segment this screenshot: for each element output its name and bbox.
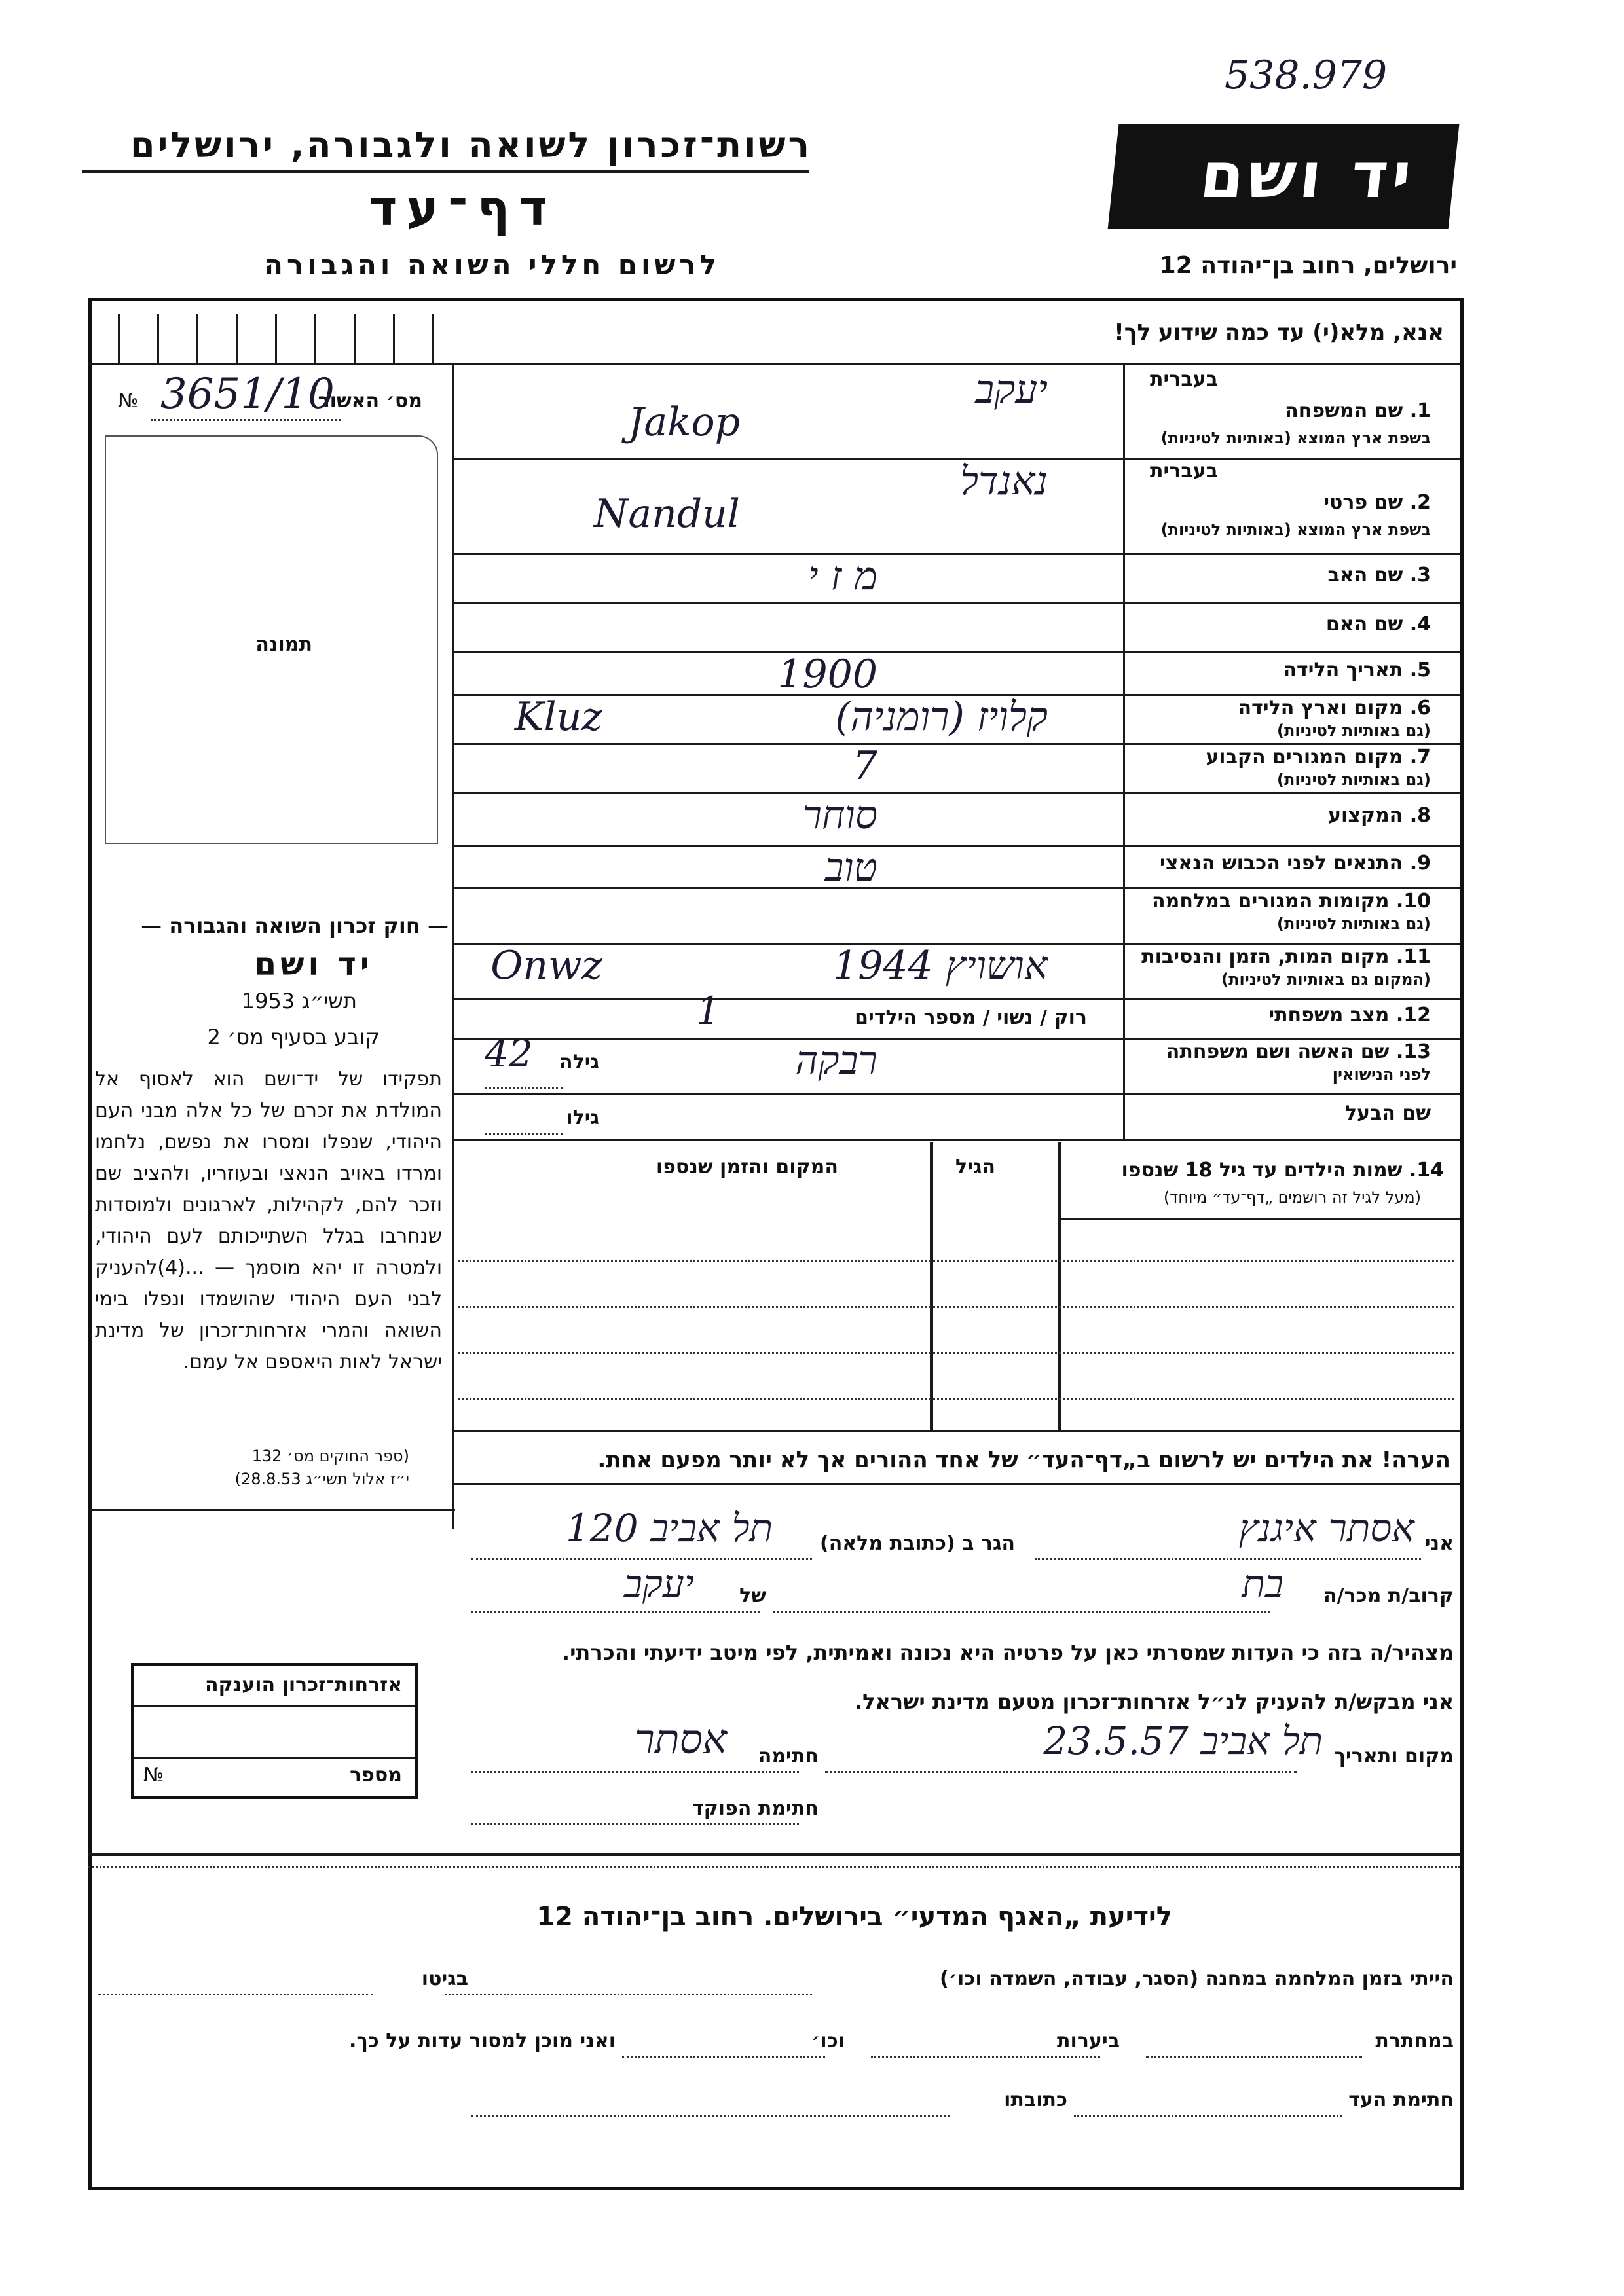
field-value: קלויז (רומניה) (835, 694, 1048, 740)
field-sublabel: (גם באותיות לטיניות) (1277, 771, 1431, 789)
field-row (1126, 1038, 1454, 1093)
field-row (1126, 602, 1454, 651)
bottom-witness-signature: חתימת העד (1348, 2088, 1454, 2111)
law-year: תשי״ג 1953 (241, 989, 357, 1013)
field-sublabel: (המקום גם באותיות לטיניות) (1221, 970, 1431, 989)
field-value-latin: Jakop (628, 399, 740, 445)
law-clause: קובע בסעיף מס׳ 2 (207, 1025, 380, 1049)
citizenship-box (131, 1663, 418, 1799)
top-instruction: אנא, מלא(י) עד כמה שידוע לך! (1114, 319, 1444, 346)
approval-number: 3651/10 (160, 370, 335, 418)
photo-label: תמונה (255, 633, 312, 656)
address: ירושלים, רחוב בן־יהודה 12 (1159, 252, 1457, 279)
bottom-ghetto: בגיטו (421, 1967, 468, 1990)
signature-value: אסתר (635, 1715, 727, 1763)
citizenship-number-prefix: № (143, 1764, 164, 1787)
children-count: 1 (696, 989, 720, 1033)
field-label: 5. תאריך הלידה (1283, 658, 1431, 682)
field-label: 4. שם האם (1325, 612, 1431, 636)
field-row (1126, 887, 1454, 943)
field-label: 2. שם פרטי (1323, 491, 1431, 514)
decl-relation-label: קרוב/ת מכר/ה (1323, 1584, 1454, 1607)
decl-relation: בת (1242, 1561, 1283, 1606)
signature-label: חתימה (758, 1745, 819, 1768)
bottom-address: כתובתו (1004, 2088, 1067, 2111)
field-value: רבקה (795, 1038, 877, 1084)
marital-status-options: רוק / נשוי / מספר הילדים (855, 1006, 1087, 1029)
field-row (1126, 367, 1454, 458)
decl-line4: אני מבקש/ת להעניק לנ״ל אזרחות־זכרון מטעם מדינת ישראל. (855, 1689, 1454, 1714)
field-row (1126, 1093, 1454, 1139)
field-value: מ ז י (807, 553, 877, 599)
law-source-2: י״ז אלול תשי״ג 28.8.53) (234, 1470, 409, 1488)
law-source-1: (ספר החוקים מס׳ 132 (251, 1447, 409, 1465)
photo-area (105, 435, 438, 844)
field-lang: בעברית (1150, 368, 1218, 391)
decl-of: של (739, 1584, 766, 1607)
field-sublabel: בשפת ארץ המוצא (באותיות לטיניות) (1160, 429, 1431, 447)
field-label: 1. שם המשפחה (1285, 399, 1431, 422)
law-body: תפקידו של יד־ושם הוא לאסוף אל המולדת את זכרם של כל אלה מבני העם היהודי, שנפלו ומסרו את נפשם, נלחמו ומרדו באויב הנאצי ובעוזריו, ולהציב שם וזכר להם, לקהילות, לארגונים ולמוסדות שנחרבו בגלל השתייכותם לעם היהודי, ולמטרה זו יהא מוסמך — ...(4)להעניק לבני העם היהודי שהושמדו ונפלו בימי השואה והמרי אזרחות־זכרון של מדינת ישראל לאות היאספם אל עמם. (95, 1068, 442, 1374)
decl-address: תל אביב 120 (565, 1506, 773, 1550)
field-label: 11. מקום המות, הזמן והנסיבות (1141, 945, 1431, 968)
field-sublabel: בשפת ארץ המוצא (באותיות לטיניות) (1160, 520, 1431, 539)
field-value: אושויץ 1944 (833, 943, 1048, 989)
field-value-latin: Onwz (490, 943, 602, 989)
field-label: 8. המקצוע (1328, 804, 1431, 827)
decl-name: אסתר איגנץ (1238, 1506, 1414, 1550)
children-subtitle: (מעל לגיל זה רושמים „דף־עד״ מיוחד) (1163, 1188, 1421, 1207)
official-label: חתימת הפוקד (692, 1797, 819, 1820)
field-label: 13. שם האשה ושם משפחתה (1166, 1040, 1431, 1063)
decl-line3: מצהיר/ה בזה כי העדות שמסרתי כאן על פרטיה היא נכונה ואמיתית, לפי מיטב ידיעתי והכרתי. (561, 1640, 1454, 1665)
bottom-camp: הייתי בזמן המלחמה במחנה (הסגר, עבודה, השמדה וכו׳) (940, 1967, 1454, 1990)
form-title: דף־עד (369, 180, 557, 236)
field-row (1126, 553, 1454, 602)
age-label: גילה (559, 1051, 599, 1074)
approval-number-prefix: № (118, 390, 139, 412)
field-label: 12. מצב משפחתי (1268, 1004, 1431, 1027)
children-col-age: הגיל (955, 1156, 995, 1178)
field-row (1126, 845, 1454, 887)
bottom-etc: וכו׳ (811, 2030, 845, 2052)
place-date-value: תל אביב 23.5.57 (1043, 1719, 1323, 1763)
field-row (1126, 943, 1454, 998)
field-sublabel: (גם באותיות לטיניות) (1277, 915, 1431, 933)
tick-boxes (92, 308, 458, 363)
field-value: 1900 (777, 651, 877, 697)
age-value: 42 (485, 1031, 533, 1076)
field-label: 10. מקומות המגורים במלחמה (1152, 890, 1431, 913)
field-label: שם הבעל (1344, 1102, 1431, 1125)
field-row (1126, 998, 1454, 1038)
logo-text: יד ושם (1196, 139, 1419, 212)
decl-mid: הגר ב (כתובת מלאה) (819, 1532, 1015, 1555)
field-label: 6. מקום וארץ הלידה (1238, 697, 1431, 720)
field-sublabel: לפני הנישואין (1332, 1065, 1431, 1084)
age-label: גילו (566, 1106, 599, 1129)
field-label: 7. מקום המגורים הקבוע (1206, 746, 1431, 769)
field-value-latin: Nandul (593, 491, 740, 537)
field-row (1126, 792, 1454, 845)
authority-title: רשות־זכרון לשואה ולגבורה, ירושלים (130, 124, 812, 166)
citizenship-number-label: מספר (350, 1764, 402, 1787)
children-title (1121, 1159, 1444, 1182)
children-num: 14. (1409, 1159, 1444, 1182)
bottom-underground: במחתרת (1375, 2030, 1454, 2052)
citizenship-title: אזרחות־זכרון הוענקה (204, 1673, 402, 1696)
bottom-heading: לידיעת „האגף המדעי״ בירושלים. רחוב בן־יהודה 12 (536, 1902, 1172, 1932)
field-lang: בעברית (1150, 460, 1218, 483)
form-subtitle: לרשום חללי השואה והגבורה (264, 249, 720, 281)
bottom-testimony: ואני מוכן למסור עדות על כך. (349, 2030, 616, 2052)
law-name: יד ושם (254, 946, 373, 983)
field-label: 9. התנאים לפני הכבוש הנאצי (1159, 851, 1431, 875)
field-row (1126, 458, 1454, 553)
children-title-text: שמות הילדים עד גיל 18 שנספו (1121, 1159, 1403, 1182)
bottom-forests: ביערות (1057, 2030, 1120, 2052)
approval-label: מס׳ האשור (318, 390, 422, 412)
field-value: סוחר (802, 792, 877, 838)
field-row (1126, 694, 1454, 743)
field-value: 7 (852, 743, 877, 789)
field-row (1126, 651, 1454, 694)
field-label: 3. שם האב (1327, 563, 1431, 587)
decl-prefix: אני (1424, 1532, 1454, 1555)
yad-vashem-logo (1108, 124, 1460, 229)
field-value: טוב (824, 845, 877, 890)
archive-stamp-number: 538.979 (1225, 52, 1388, 98)
field-value-hebrew: יעקב (975, 367, 1048, 412)
children-col-place: המקום והזמן שנספו (655, 1156, 838, 1178)
field-value-hebrew: נאנדל (959, 458, 1048, 504)
note-text: הערה! את הילדים יש לרשום ב„דף־העד״ של אחד ההורים אך לא יותר מפעם אחת. (597, 1447, 1450, 1473)
field-value-latin: Kluz (514, 694, 602, 740)
decl-of-name: יעקב (623, 1561, 694, 1606)
field-sublabel: (גם באותיות לטיניות) (1277, 721, 1431, 740)
field-row (1126, 743, 1454, 792)
place-date-label: מקום ותאריך (1334, 1745, 1454, 1768)
law-title: — חוק זכרון השואה והגבורה — (141, 913, 449, 938)
